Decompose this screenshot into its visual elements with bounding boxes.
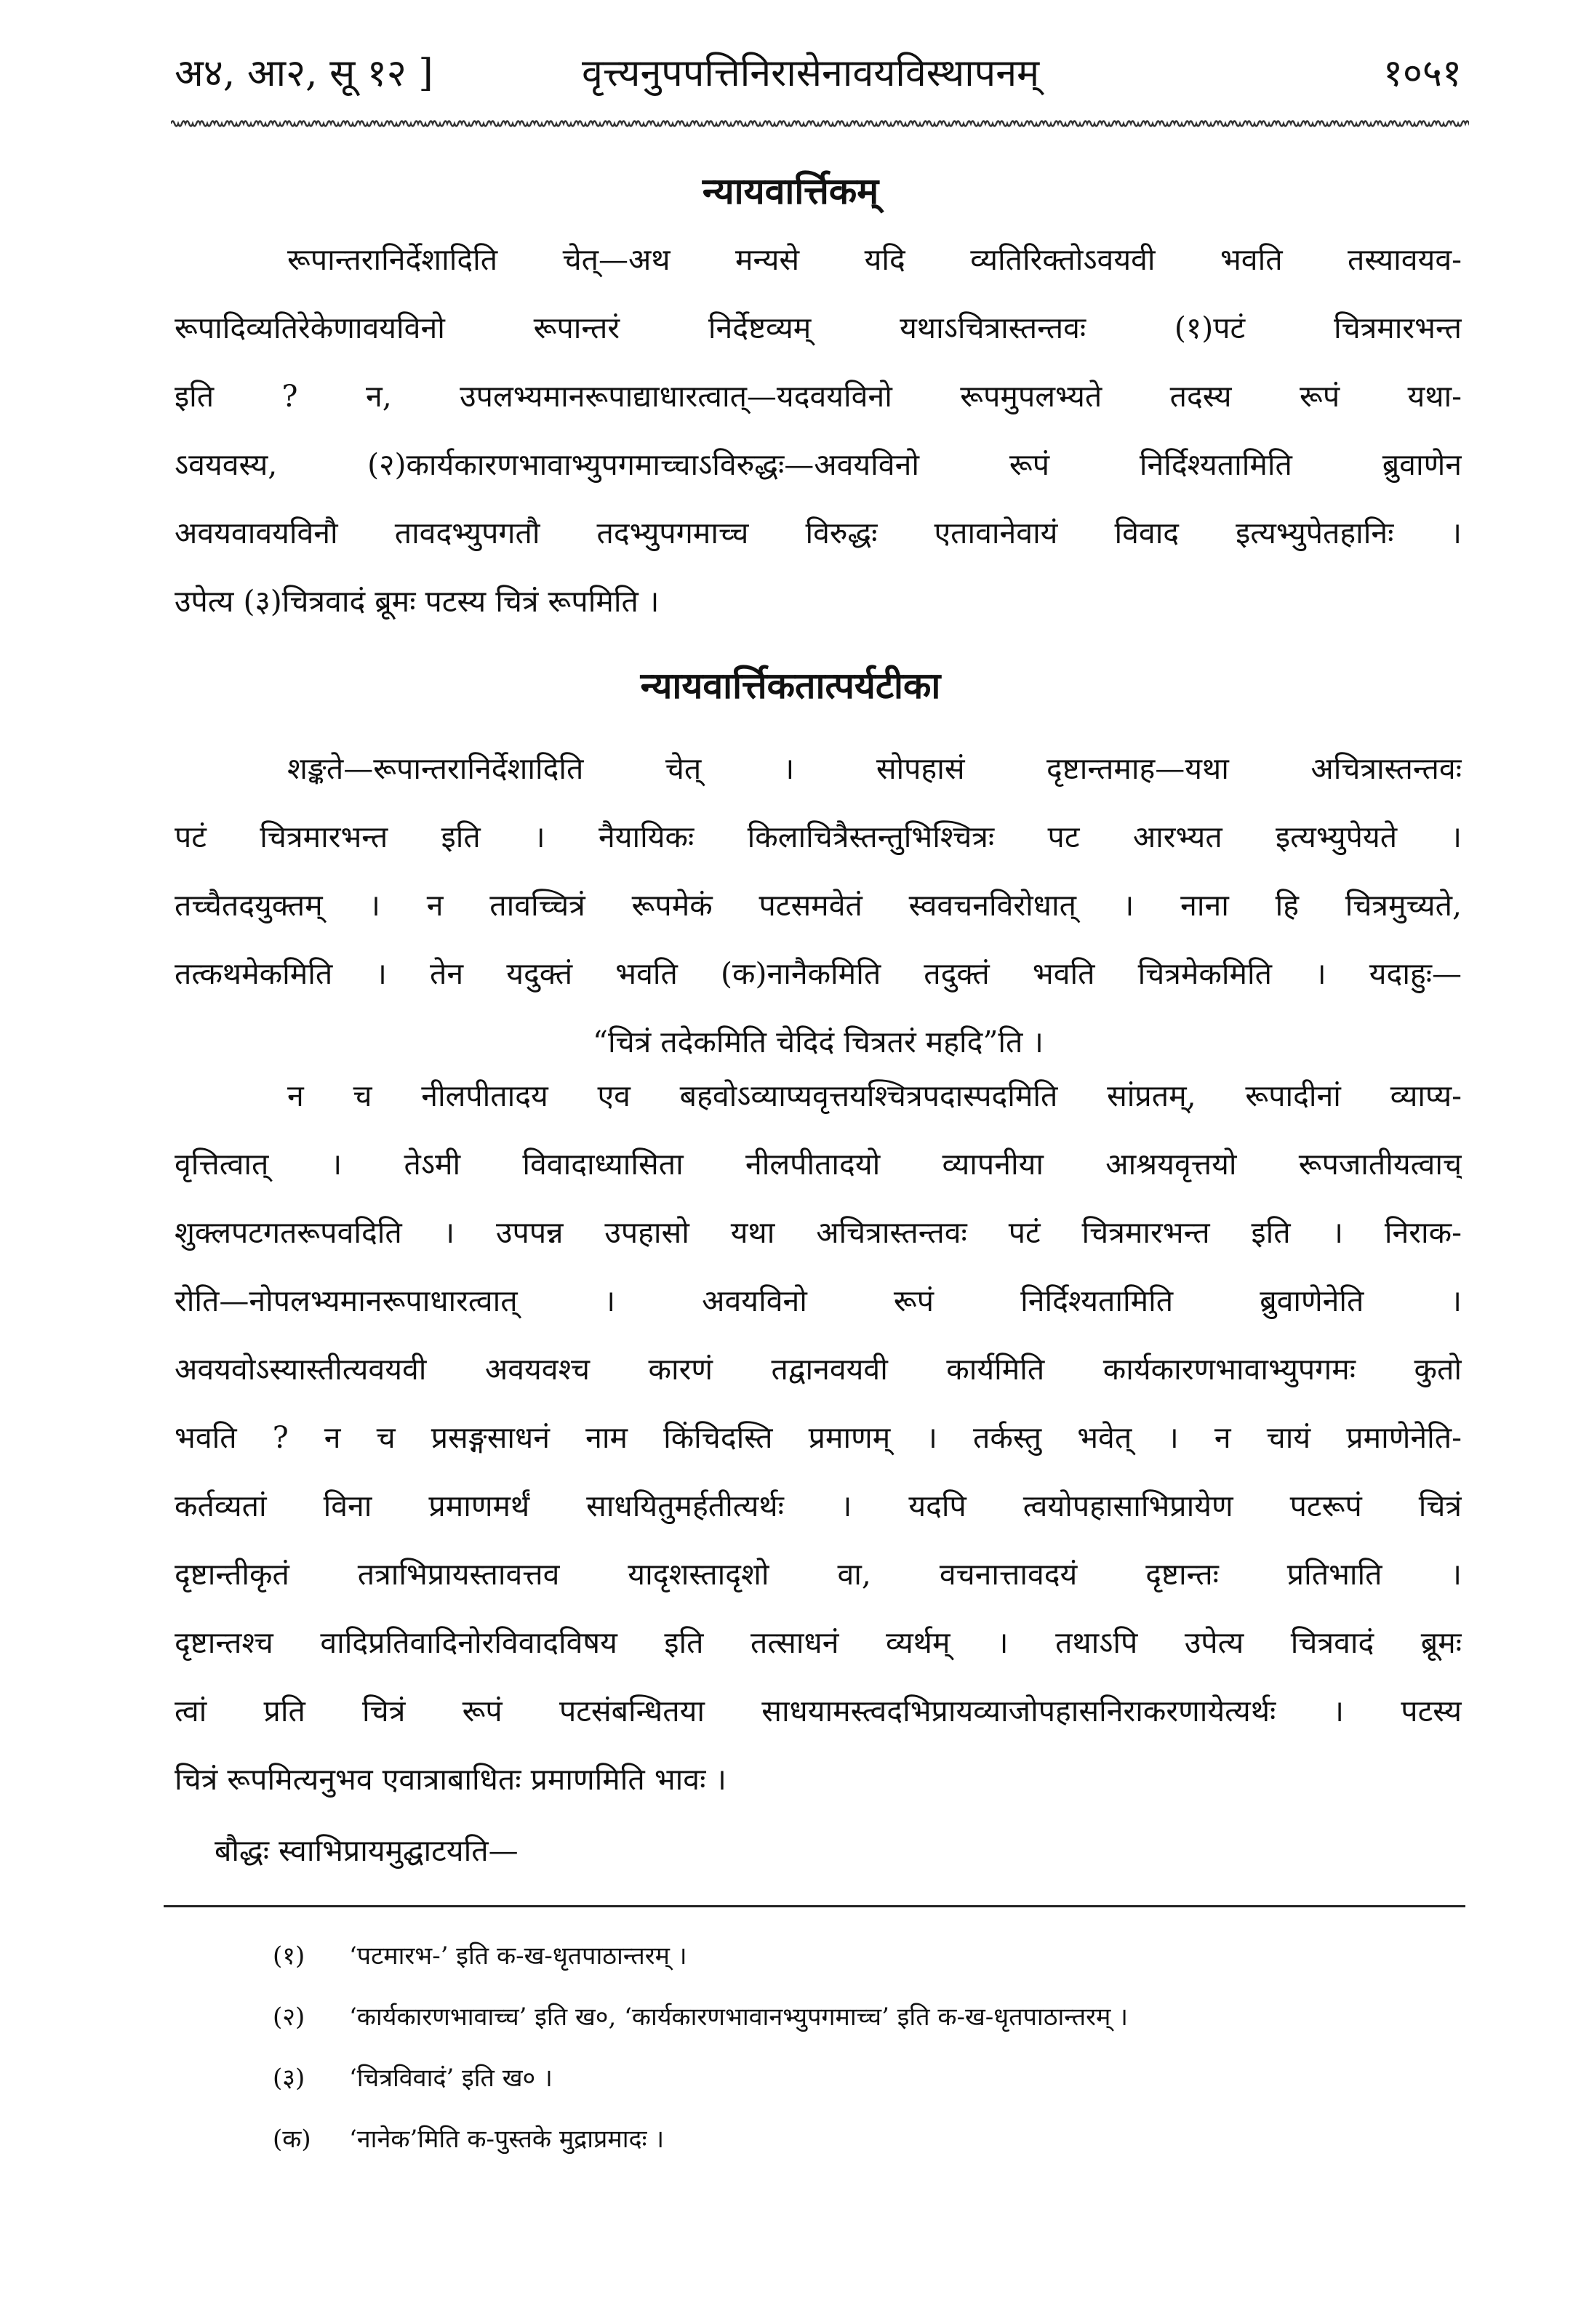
quoted-verse: “चित्रं तदेकमिति चेदिदं चित्रतरं महदि”ति । — [593, 1025, 1044, 1059]
footnote-text: ‘पटमारभ-’ इति क-ख-धृतपाठान्तरम् । — [349, 1942, 687, 1971]
text-line: दृष्टान्तीकृतं तत्राभिप्रायस्तावत्तव यादृशस्तादृशो वा, वचनात्तावदयं दृष्टान्तः प्रतिभाति । — [175, 1557, 1462, 1592]
footnote-marker: (२) — [273, 2003, 305, 2032]
footnote — [273, 2109, 1465, 2170]
text-line: पटं चित्रमारभन्त इति । नैयायिकः किलाचित्रैस्तन्तुभिश्चित्रः पट आरभ्यत इत्यभ्युपेयते । — [175, 820, 1462, 854]
footnote — [273, 1926, 1465, 1987]
section-heading-nyayavarttikam: न्यायवार्त्तिकम् — [702, 169, 879, 212]
running-title: वृत्त्यनुपपत्तिनिरासेनावयविस्थापनम् — [582, 52, 1040, 95]
text-line: ऽवयवस्य, (२)कार्यकारणभावाभ्युपगमाच्चाऽविरुद्धः—अवयविनो रूपं निर्दिश्यतामिति ब्रुवाणेन — [175, 447, 1462, 482]
footnote-text: ‘चित्रविवादं’ इति ख० । — [349, 2064, 553, 2093]
footnote-marker: (क) — [273, 2125, 311, 2154]
text-line: कर्तव्यतां विना प्रमाणमर्थं साधयितुमर्हतीत्यर्थः । यदपि त्वयोपहासाभिप्रायेण पटरूपं चित्रं — [175, 1488, 1462, 1523]
text-line: त्वां प्रति चित्रं रूपं पटसंबन्धितया साधयामस्त्वदभिप्रायव्याजोपहासनिराकरणायेत्यर्थः । पटस्य — [175, 1694, 1462, 1728]
text-line: शुक्लपटगतरूपवदिति । उपपन्न उपहासो यथा अचित्रास्तन्तवः पटं चित्रमारभन्त इति । निराक- — [175, 1215, 1462, 1250]
footnote-rule — [164, 1905, 1465, 1907]
footnote — [273, 1987, 1465, 2048]
text-line: रूपादिव्यतिरेकेणावयविनो रूपान्तरं निर्देष्टव्यम् यथाऽचित्रास्तन्तवः (१)पटं चित्रमारभन्त — [175, 310, 1462, 345]
footnote-text: ‘नानेक’मिति क-पुस्तके मुद्राप्रमादः । — [349, 2125, 665, 2154]
text-line: अवयवोऽस्यास्तीत्यवयवी अवयवश्च कारणं तद्वानवयवी कार्यमिति कार्यकारणभावाभ्युपगमः कुतो — [175, 1352, 1462, 1387]
wavy-rule — [171, 116, 1469, 131]
text-line: चित्रं रूपमित्यनुभव एवात्राबाधितः प्रमाणमिति भावः । — [175, 1762, 727, 1797]
running-head — [175, 41, 1462, 106]
text-line: इति ? न, उपलभ्यमानरूपाद्याधारत्वात्—यदवयविनो रूपमुपलभ्यते तदस्य रूपं यथा- — [175, 379, 1462, 414]
page-number: १०५१ — [1382, 52, 1462, 95]
text-line: भवति ? न च प्रसङ्गसाधनं नाम किंचिदस्ति प्रमाणम् । तर्कस्तु भवेत् । न चायं प्रमाणेनेति- — [175, 1420, 1462, 1455]
text-line: वृत्तित्वात् । तेऽमी विवादाध्यासिता नीलपीतादयो व्यापनीया आश्रयवृत्तयो रूपजातीयत्वाच् — [175, 1147, 1462, 1182]
text-line: तत्कथमेकमिति । तेन यदुक्तं भवति (क)नानैकमिति तदुक्तं भवति चित्रमेकमिति । यदाहुः— — [175, 956, 1462, 991]
text-line: तच्चैतदयुक्तम् । न तावच्चित्रं रूपमेकं पटसमवेतं स्ववचनविरोधात् । नाना हि चित्रमुच्यते, — [175, 888, 1462, 923]
footnote-text: ‘कार्यकारणभावाच्च’ इति ख०, ‘कार्यकारणभावानभ्युपगमाच्च’ इति क-ख-धृतपाठान्तरम् । — [349, 2003, 1129, 2032]
varttika-text — [175, 225, 1462, 636]
text-line: न च नीलपीतादय एव बहवोऽव्याप्यवृत्तयश्चित्रपदास्पदमिति सांप्रतम्, रूपादीनां व्याप्य- — [287, 1078, 1462, 1113]
text-line: रूपान्तरानिर्देशादिति चेत्—अथ मन्यसे यदि व्यतिरिक्तोऽवयवी भवति तस्यावयव- — [287, 242, 1462, 277]
section-heading-tatparyatika: न्यायवार्त्तिकतात्पर्यटीका — [640, 664, 941, 707]
section-reference: अ४, आ२, सू १२ ] — [175, 52, 433, 95]
footnote — [273, 2048, 1465, 2109]
tika-paragraph-2 — [175, 1062, 1462, 1814]
footnotes — [273, 1926, 1465, 2170]
text-line: अवयवावयविनौ तावदभ्युपगतौ तदभ्युपगमाच्च विरुद्धः एतावानेवायं विवाद इत्यभ्युपेतहानिः । — [175, 516, 1462, 550]
tika-paragraph-1 — [175, 734, 1462, 1076]
text-line: शङ्कते—रूपान्तरानिर्देशादिति चेत् । सोपहासं दृष्टान्तमाह—यथा अचित्रास्तन्तवः — [287, 751, 1462, 786]
text-line: रोति—नोपलभ्यमानरूपाधारत्वात् । अवयविनो रूपं निर्दिश्यतामिति ब्रुवाणेनेति । — [175, 1283, 1462, 1318]
text-line: दृष्टान्तश्च वादिप्रतिवादिनोरविवादविषय इति तत्साधनं व्यर्थम् । तथाऽपि उपेत्य चित्रवादं ब्रूमः — [175, 1625, 1462, 1660]
text-line: बौद्धः स्वाभिप्रायमुद्घाटयति— — [215, 1833, 519, 1868]
footnote-marker: (१) — [273, 1942, 305, 1971]
bauddha-transition — [175, 1816, 1462, 1885]
text-line: उपेत्य (३)चित्रवादं ब्रूमः पटस्य चित्रं रूपमिति । — [175, 584, 660, 619]
footnote-marker: (३) — [273, 2064, 305, 2093]
